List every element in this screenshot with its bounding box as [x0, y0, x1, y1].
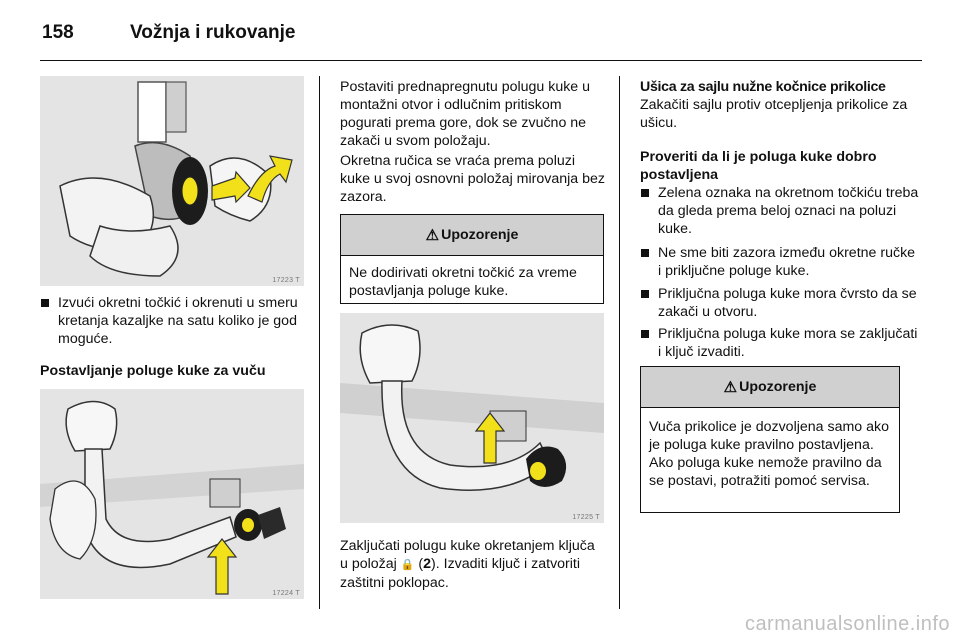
- lock-symbol-icon: 🔒: [400, 559, 415, 571]
- warning-header: [341, 215, 603, 256]
- paragraph-3-paren: (: [414, 556, 424, 572]
- warning-box-2: [640, 366, 900, 513]
- middle-paragraph-1: Postaviti prednapregnutu polugu kuke u montažni otvor i odlučnim pritiskom pogurati prema gore, dok se zvučno ne zakači u svom položaju.: [340, 79, 591, 149]
- left-heading: Postavljanje poluge kuke za vuču: [40, 363, 266, 379]
- middle-paragraph-3: [340, 537, 606, 592]
- right-heading-1: Ušica za sajlu nužne kočnice prikolice: [640, 79, 886, 95]
- page-header: [42, 12, 922, 52]
- figure-hitch-lock: [340, 313, 604, 523]
- right-heading-2: Proveriti da li je poluga kuke dobro postavljena: [640, 149, 877, 183]
- warning-triangle-icon: ⚠: [723, 379, 738, 396]
- left-bullet: Izvući okretni točkić i okrenuti u smeru kretanja kazaljke na satu koliko je god moguće.: [40, 294, 320, 348]
- page-title: Vožnja i rukovanje: [130, 22, 296, 43]
- watermark: carmanualsonline.info: [744, 613, 950, 635]
- page-number: 158: [42, 22, 74, 43]
- figure-1-label: 17223 T: [272, 277, 300, 284]
- paragraph-3-tail: ). Izvaditi ključ i zatvoriti zaštitni poklopac.: [340, 556, 581, 591]
- warning-triangle-icon: ⚠: [425, 227, 440, 244]
- middle-paragraph-2: Okretna ručica se vraća prema poluzi kuke u svoj osnovni položaj mirovanja bez zazora.: [340, 153, 605, 205]
- check-bullet-4: Priključna poluga kuke mora se zaključati i ključ izvaditi.: [640, 325, 922, 361]
- warning-text: Ne dodirivati okretni točkić za vreme postavljanja poluge kuke.: [349, 265, 577, 299]
- header-rule: [40, 60, 922, 61]
- figure-hitch-insert: [40, 389, 304, 599]
- figure-hand-knob: [40, 76, 304, 286]
- warning-header: [641, 367, 899, 408]
- figure-3-label: 17225 T: [572, 514, 600, 521]
- lock-position-number: 2: [423, 556, 432, 572]
- check-bullet-2: Ne sme biti zazora između okretne ručke i priključne poluge kuke.: [640, 244, 922, 280]
- right-paragraph-1: Zakačiti sajlu protiv otcepljenja prikolice za ušicu.: [640, 97, 908, 131]
- warning-text: Vuča prikolice je dozvoljena samo ako je poluga kuke pravilno postavljena. Ako poluga kuke nemože pravilno da se postavi, potražiti pomoć servisa.: [649, 419, 890, 489]
- figure-hitch-lock-drawing: [340, 313, 604, 523]
- warning-box-1: [340, 214, 604, 304]
- paragraph-3-lead: Zaključati polugu kuke okretanjem ključa u položaj: [340, 538, 595, 572]
- figure-hand-knob-drawing: [40, 76, 304, 286]
- figure-2-label: 17224 T: [272, 590, 300, 597]
- figure-hitch-insert-drawing: [40, 389, 304, 599]
- warning-title: Upozorenje: [441, 227, 519, 243]
- warning-title: Upozorenje: [739, 379, 817, 395]
- check-bullet-3: Priključna poluga kuke mora čvrsto da se zakači u otvoru.: [640, 285, 922, 321]
- check-bullet-1: Zelena oznaka na okretnom točkiću treba da gleda prema beloj oznaci na poluzi kuke.: [640, 184, 922, 238]
- column-divider-2: [619, 76, 620, 609]
